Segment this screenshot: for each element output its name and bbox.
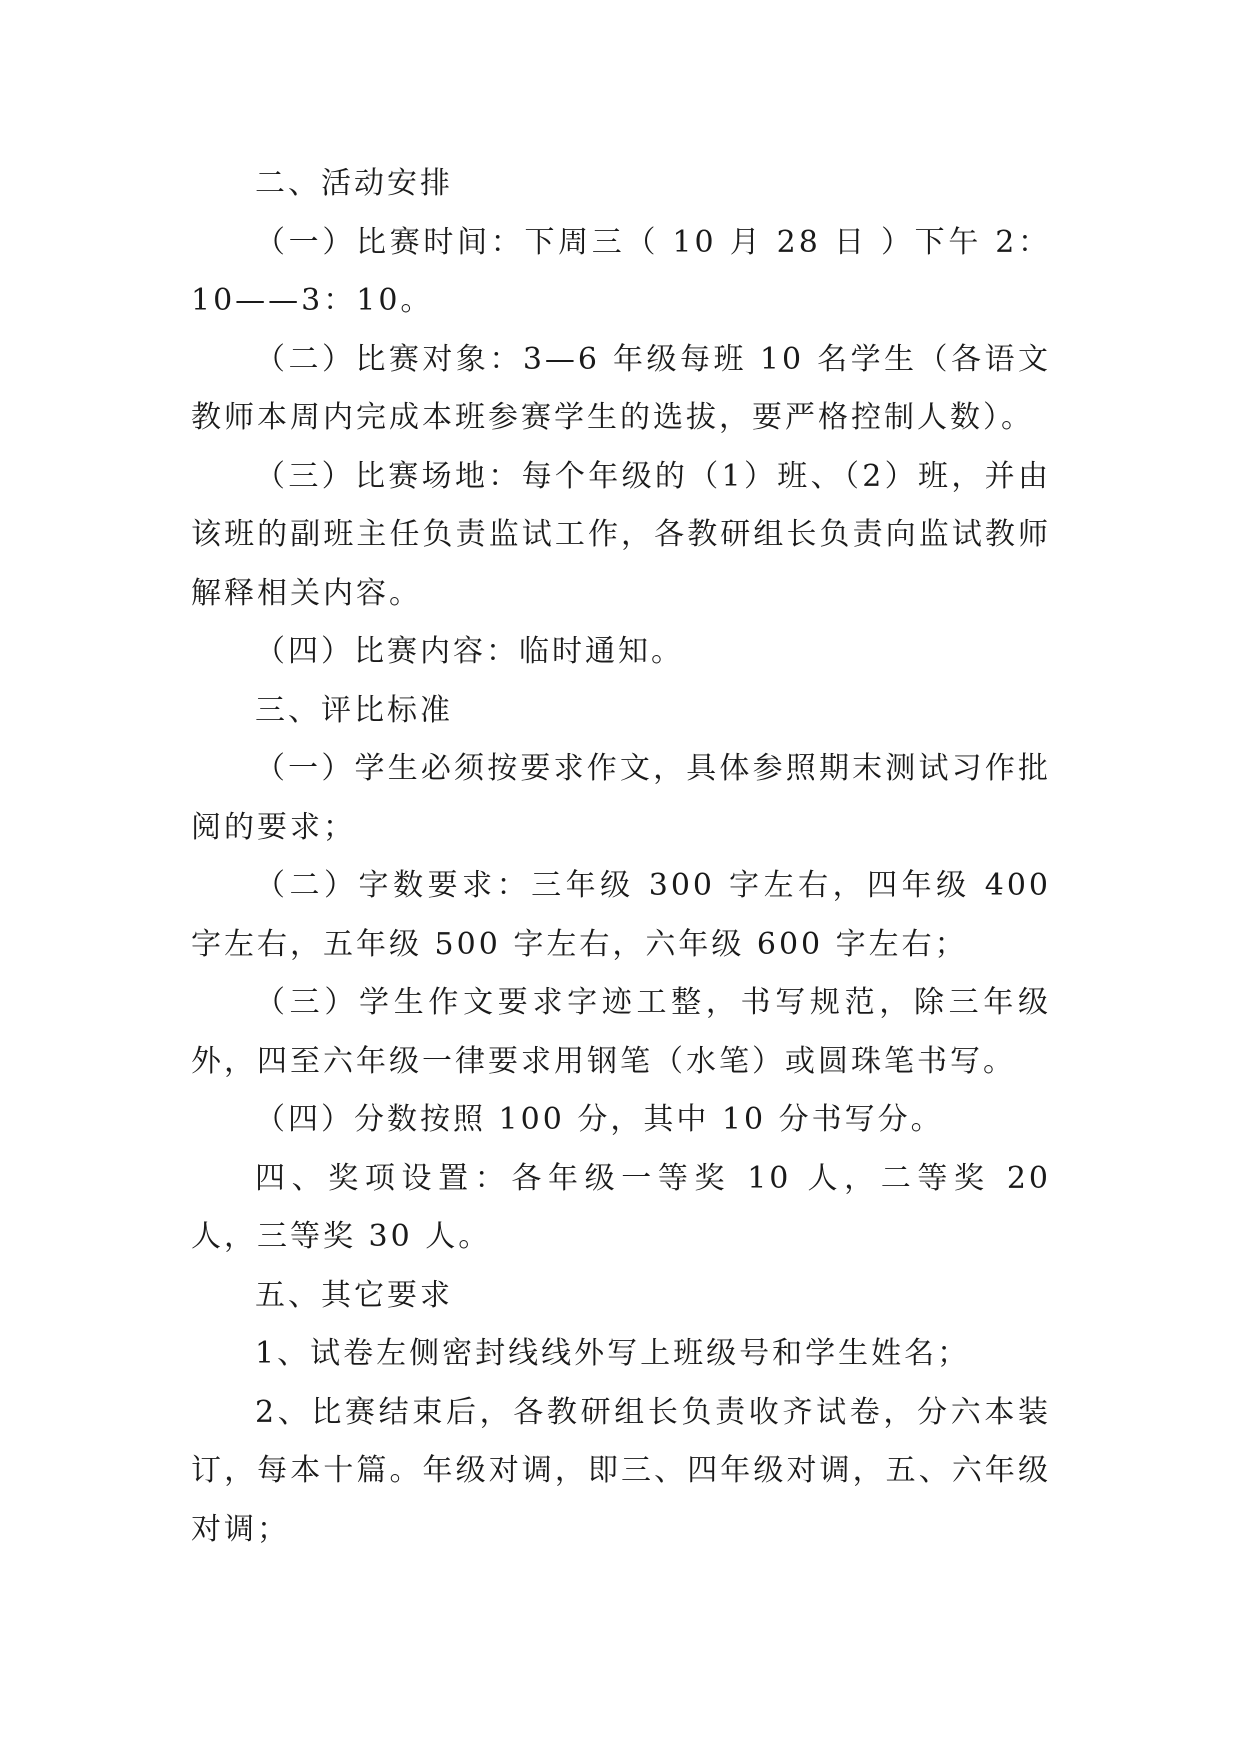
section-heading-awards: 四、奖项设置：各年级一等奖 10 人，二等奖 20 人，三等奖 30 人。 — [191, 1160, 1051, 1254]
paragraph-competition-venue: （三）比赛场地：每个年级的（1）班、（2）班，并由该班的副班主任负责监试工作，各教研组长负责向监试教师解释相关内容。 — [191, 458, 1051, 611]
paragraph-competition-time: （一）比赛时间：下周三（ 10 月 28 日 ）下午 2：10——3：10。 — [191, 224, 1051, 318]
section-heading-other-requirements: 五、其它要求 — [255, 1277, 453, 1313]
document-body — [191, 155, 1051, 1559]
paragraph-requirement-sealing-line: 1、试卷左侧密封线线外写上班级号和学生姓名； — [255, 1336, 971, 1371]
paragraph-competition-participants: （二）比赛对象：3—6 年级每班 10 名学生（各语文教师本周内完成本班参赛学生的选拔，要严格控制人数）。 — [191, 341, 1051, 435]
section-heading-activity-arrangement: 二、活动安排 — [255, 166, 453, 201]
paragraph-requirement-binding: 2、比赛结束后，各教研组长负责收齐试卷，分六本装订，每本十篇。年级对调，即三、四年级对调，五、六年级对调； — [191, 1394, 1051, 1547]
paragraph-criteria-handwriting: （三）学生作文要求字迹工整，书写规范，除三年级外，四至六年级一律要求用钢笔（水笔）或圆珠笔书写。 — [191, 985, 1051, 1079]
section-heading-evaluation-criteria: 三、评比标准 — [255, 692, 453, 728]
paragraph-criteria-scoring: （四）分数按照 100 分，其中 10 分书写分。 — [255, 1102, 944, 1137]
paragraph-criteria-word-count: （二）字数要求：三年级 300 字左右，四年级 400 字左右，五年级 500 字左右，六年级 600 字左右； — [191, 868, 1051, 962]
paragraph-competition-content: （四）比赛内容：临时通知。 — [255, 634, 684, 669]
paragraph-criteria-requirements: （一）学生必须按要求作文，具体参照期末测试习作批阅的要求； — [191, 751, 1051, 845]
